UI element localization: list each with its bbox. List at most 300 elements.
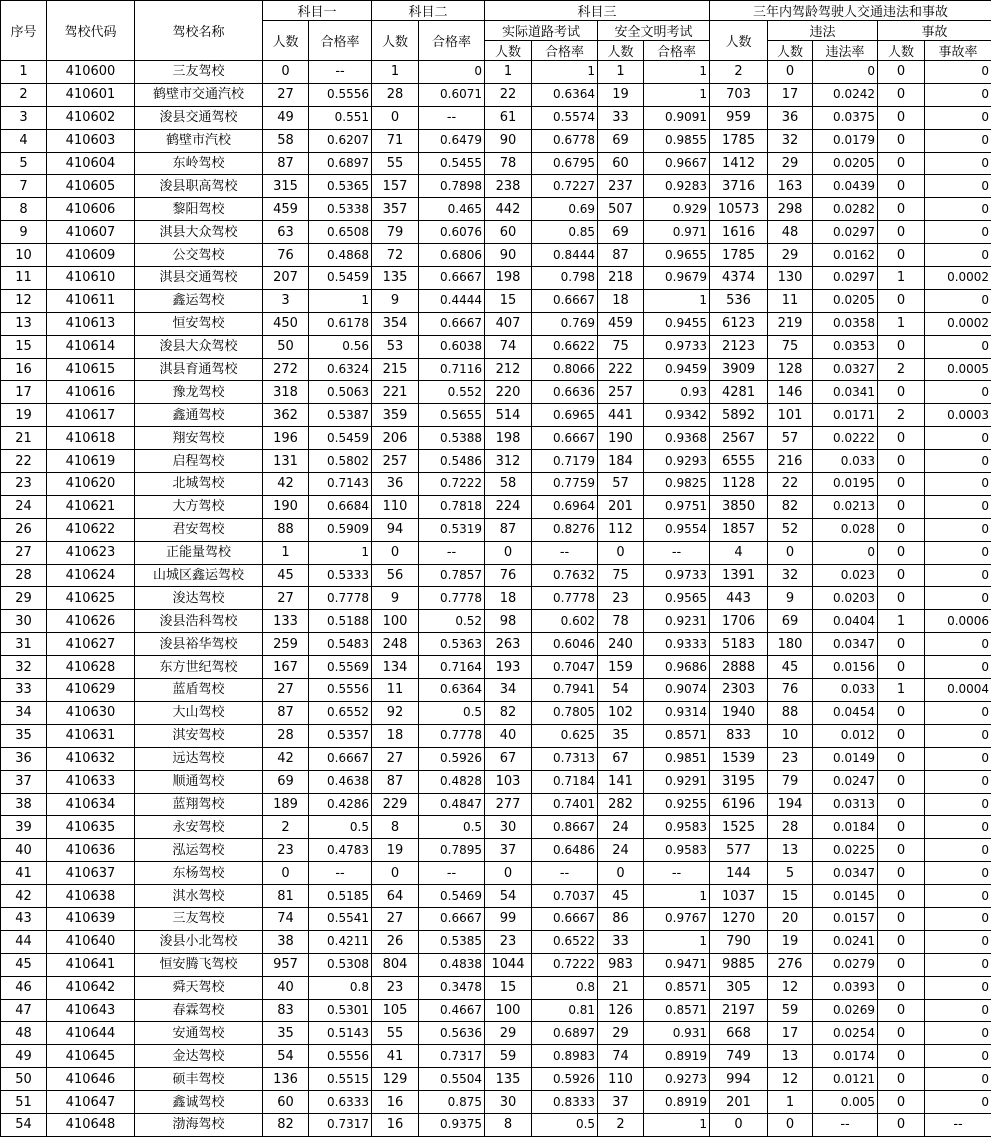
table-row [1, 518, 991, 541]
cell-s2-pass-rate: 0.7222 [419, 473, 485, 496]
cell-accident-rate: 0 [925, 450, 991, 473]
cell-name: 浚县浩科驾校 [135, 610, 263, 633]
cell-s1-pass-rate: -- [309, 61, 372, 84]
cell-code: 410609 [47, 244, 135, 267]
cell-seq: 15 [1, 335, 47, 358]
cell-name: 渤海驾校 [135, 1113, 263, 1136]
cell-accident-count: 0 [878, 999, 925, 1022]
cell-name: 春霖驾校 [135, 999, 263, 1022]
table-row [1, 816, 991, 839]
cell-seq: 49 [1, 1045, 47, 1068]
cell-road-pass-rate: 0.7227 [532, 175, 598, 198]
cell-violation-count: 22 [768, 473, 813, 496]
cell-seq: 10 [1, 244, 47, 267]
cell-accident-rate: 0 [925, 930, 991, 953]
cell-s1-pass-rate: 0.5569 [309, 656, 372, 679]
cell-violation-rate: 0.0353 [813, 335, 878, 358]
header-safety-test: 安全文明考试 [598, 21, 710, 41]
cell-code: 410634 [47, 793, 135, 816]
cell-name: 东岭驾校 [135, 152, 263, 175]
cell-driver-count: 703 [710, 83, 768, 106]
cell-seq: 27 [1, 541, 47, 564]
cell-driver-count: 577 [710, 839, 768, 862]
cell-accident-count: 0 [878, 83, 925, 106]
cell-code: 410610 [47, 267, 135, 290]
cell-s2-count: 55 [372, 1022, 419, 1045]
cell-accident-rate: 0 [925, 1022, 991, 1045]
cell-s2-pass-rate: 0.5 [419, 701, 485, 724]
cell-name: 公交驾校 [135, 244, 263, 267]
cell-violation-rate: 0.0145 [813, 885, 878, 908]
cell-code: 410618 [47, 427, 135, 450]
cell-s2-count: 134 [372, 656, 419, 679]
cell-road-count: 90 [485, 129, 532, 152]
cell-accident-rate: 0 [925, 564, 991, 587]
cell-s2-pass-rate: 0.7857 [419, 564, 485, 587]
cell-seq: 47 [1, 999, 47, 1022]
cell-seq: 11 [1, 267, 47, 290]
cell-safety-pass-rate: -- [644, 541, 710, 564]
cell-accident-count: 0 [878, 816, 925, 839]
cell-name: 金达驾校 [135, 1045, 263, 1068]
cell-s2-count: 354 [372, 312, 419, 335]
cell-accident-rate: 0 [925, 1091, 991, 1114]
cell-road-count: 34 [485, 679, 532, 702]
table-row [1, 999, 991, 1022]
cell-safety-count: 159 [598, 656, 644, 679]
cell-code: 410628 [47, 656, 135, 679]
cell-safety-pass-rate: 0.9273 [644, 1068, 710, 1091]
cell-name: 大山驾校 [135, 701, 263, 724]
cell-accident-rate: 0.0006 [925, 610, 991, 633]
cell-code: 410647 [47, 1091, 135, 1114]
cell-violation-rate: 0.0375 [813, 106, 878, 129]
cell-s1-pass-rate: -- [309, 862, 372, 885]
cell-accident-count: 0 [878, 656, 925, 679]
cell-violation-count: 17 [768, 1022, 813, 1045]
cell-s2-pass-rate: 0.7317 [419, 1045, 485, 1068]
cell-accident-count: 0 [878, 518, 925, 541]
cell-road-count: 312 [485, 450, 532, 473]
cell-s2-count: 23 [372, 976, 419, 999]
table-row [1, 312, 991, 335]
cell-s2-count: 94 [372, 518, 419, 541]
cell-violation-count: 59 [768, 999, 813, 1022]
cell-road-count: 30 [485, 816, 532, 839]
cell-code: 410644 [47, 1022, 135, 1045]
cell-s1-count: 2 [263, 816, 309, 839]
cell-road-pass-rate: 0.6965 [532, 404, 598, 427]
cell-s2-count: 9 [372, 587, 419, 610]
cell-road-count: 23 [485, 930, 532, 953]
cell-accident-count: 0 [878, 953, 925, 976]
cell-name: 北城驾校 [135, 473, 263, 496]
cell-seq: 17 [1, 381, 47, 404]
cell-violation-count: 146 [768, 381, 813, 404]
cell-road-count: 74 [485, 335, 532, 358]
cell-name: 正能量驾校 [135, 541, 263, 564]
table-row [1, 221, 991, 244]
cell-accident-rate: 0 [925, 198, 991, 221]
cell-accident-count: 0 [878, 198, 925, 221]
header-s2-pass-rate: 合格率 [419, 21, 485, 61]
cell-s1-count: 362 [263, 404, 309, 427]
cell-s1-count: 54 [263, 1045, 309, 1068]
cell-violation-rate: 0.0162 [813, 244, 878, 267]
cell-s1-count: 81 [263, 885, 309, 908]
cell-driver-count: 201 [710, 1091, 768, 1114]
cell-seq: 51 [1, 1091, 47, 1114]
cell-name: 鑫运驾校 [135, 289, 263, 312]
cell-road-count: 29 [485, 1022, 532, 1045]
cell-name: 淇县大众驾校 [135, 221, 263, 244]
cell-accident-rate: 0.0002 [925, 267, 991, 290]
table-row [1, 564, 991, 587]
cell-code: 410619 [47, 450, 135, 473]
cell-safety-pass-rate: 0.9667 [644, 152, 710, 175]
cell-accident-rate: 0 [925, 335, 991, 358]
cell-s1-pass-rate: 0.5188 [309, 610, 372, 633]
cell-s1-pass-rate: 0.7317 [309, 1113, 372, 1136]
header-road-pass-rate: 合格率 [532, 41, 598, 61]
table-header [1, 1, 991, 61]
cell-violation-rate: 0.0393 [813, 976, 878, 999]
table-row [1, 656, 991, 679]
cell-violation-rate: 0.0174 [813, 1045, 878, 1068]
cell-s1-count: 27 [263, 83, 309, 106]
cell-s1-pass-rate: 0.6667 [309, 747, 372, 770]
cell-name: 蓝翔驾校 [135, 793, 263, 816]
cell-safety-pass-rate: 0.9459 [644, 358, 710, 381]
cell-driver-count: 1857 [710, 518, 768, 541]
cell-accident-count: 0 [878, 427, 925, 450]
cell-violation-count: 75 [768, 335, 813, 358]
cell-s2-pass-rate: 0.6667 [419, 267, 485, 290]
cell-violation-count: 88 [768, 701, 813, 724]
cell-violation-rate: 0.0213 [813, 495, 878, 518]
table-row [1, 1091, 991, 1114]
cell-seq: 36 [1, 747, 47, 770]
cell-name: 舜天驾校 [135, 976, 263, 999]
table-row [1, 701, 991, 724]
cell-accident-rate: 0 [925, 999, 991, 1022]
cell-s2-count: 56 [372, 564, 419, 587]
cell-violation-rate: 0.0358 [813, 312, 878, 335]
cell-violation-count: 82 [768, 495, 813, 518]
cell-violation-count: 57 [768, 427, 813, 450]
cell-accident-count: 0 [878, 930, 925, 953]
cell-road-pass-rate: 0.5 [532, 1113, 598, 1136]
cell-seq: 50 [1, 1068, 47, 1091]
cell-accident-count: 0 [878, 541, 925, 564]
cell-accident-rate: 0 [925, 633, 991, 656]
cell-road-count: 514 [485, 404, 532, 427]
cell-road-pass-rate: 0.8444 [532, 244, 598, 267]
table-row [1, 129, 991, 152]
cell-s1-count: 318 [263, 381, 309, 404]
cell-accident-rate: 0 [925, 129, 991, 152]
header-code: 驾校代码 [47, 1, 135, 61]
cell-accident-rate: 0 [925, 289, 991, 312]
cell-s2-count: 9 [372, 289, 419, 312]
cell-seq: 2 [1, 83, 47, 106]
cell-safety-pass-rate: 1 [644, 83, 710, 106]
cell-safety-count: 141 [598, 770, 644, 793]
table-row [1, 770, 991, 793]
cell-driver-count: 1785 [710, 244, 768, 267]
cell-violation-rate: 0.0347 [813, 862, 878, 885]
cell-name: 三友驾校 [135, 907, 263, 930]
header-accident-count: 人数 [878, 41, 925, 61]
cell-safety-pass-rate: 0.931 [644, 1022, 710, 1045]
cell-code: 410639 [47, 907, 135, 930]
cell-safety-count: 23 [598, 587, 644, 610]
table-row [1, 610, 991, 633]
cell-safety-pass-rate: 0.9291 [644, 770, 710, 793]
cell-s2-pass-rate: 0 [419, 61, 485, 84]
cell-accident-count: 1 [878, 312, 925, 335]
cell-driver-count: 1940 [710, 701, 768, 724]
cell-accident-count: 0 [878, 770, 925, 793]
cell-violation-rate: 0.0269 [813, 999, 878, 1022]
cell-road-count: 40 [485, 724, 532, 747]
header-driver-count: 人数 [710, 21, 768, 61]
cell-seq: 43 [1, 907, 47, 930]
cell-safety-pass-rate: 0.8571 [644, 999, 710, 1022]
cell-s2-pass-rate: 0.9375 [419, 1113, 485, 1136]
cell-s1-pass-rate: 0.5143 [309, 1022, 372, 1045]
cell-accident-count: 0 [878, 175, 925, 198]
cell-s1-pass-rate: 0.4286 [309, 793, 372, 816]
header-safety-pass-rate: 合格率 [644, 41, 710, 61]
cell-name: 鑫诚驾校 [135, 1091, 263, 1114]
cell-accident-rate: 0 [925, 175, 991, 198]
cell-s1-count: 42 [263, 473, 309, 496]
cell-safety-count: 19 [598, 83, 644, 106]
cell-road-count: 277 [485, 793, 532, 816]
cell-driver-count: 959 [710, 106, 768, 129]
header-safety-count: 人数 [598, 41, 644, 61]
cell-code: 410642 [47, 976, 135, 999]
cell-name: 浚县职高驾校 [135, 175, 263, 198]
cell-s2-count: 27 [372, 747, 419, 770]
cell-safety-pass-rate: 0.9855 [644, 129, 710, 152]
header-violation: 违法 [768, 21, 878, 41]
cell-name: 蓝盾驾校 [135, 679, 263, 702]
cell-seq: 39 [1, 816, 47, 839]
cell-s1-count: 87 [263, 701, 309, 724]
cell-accident-count: 0 [878, 564, 925, 587]
cell-violation-rate: 0.0439 [813, 175, 878, 198]
cell-s2-pass-rate: -- [419, 862, 485, 885]
cell-s1-count: 133 [263, 610, 309, 633]
header-subject2: 科目二 [372, 1, 485, 21]
cell-driver-count: 1037 [710, 885, 768, 908]
cell-safety-pass-rate: 0.9767 [644, 907, 710, 930]
cell-s2-count: 19 [372, 839, 419, 862]
cell-s2-pass-rate: 0.52 [419, 610, 485, 633]
cell-accident-rate: 0.0002 [925, 312, 991, 335]
cell-s1-count: 167 [263, 656, 309, 679]
cell-road-pass-rate: 0.6522 [532, 930, 598, 953]
cell-s2-count: 206 [372, 427, 419, 450]
cell-name: 浚达驾校 [135, 587, 263, 610]
cell-safety-count: 184 [598, 450, 644, 473]
cell-safety-pass-rate: 0.9471 [644, 953, 710, 976]
cell-safety-pass-rate: 0.9333 [644, 633, 710, 656]
cell-safety-count: 33 [598, 930, 644, 953]
cell-road-count: 98 [485, 610, 532, 633]
cell-s1-pass-rate: 0.5556 [309, 83, 372, 106]
cell-accident-count: 0 [878, 221, 925, 244]
cell-driver-count: 994 [710, 1068, 768, 1091]
cell-safety-pass-rate: -- [644, 862, 710, 885]
cell-name: 硕丰驾校 [135, 1068, 263, 1091]
cell-code: 410632 [47, 747, 135, 770]
cell-accident-count: 1 [878, 679, 925, 702]
cell-road-pass-rate: 0.6636 [532, 381, 598, 404]
cell-driver-count: 833 [710, 724, 768, 747]
cell-seq: 26 [1, 518, 47, 541]
cell-s2-pass-rate: 0.6667 [419, 907, 485, 930]
cell-safety-pass-rate: 0.9231 [644, 610, 710, 633]
cell-road-count: 198 [485, 427, 532, 450]
cell-accident-count: 0 [878, 495, 925, 518]
cell-code: 410643 [47, 999, 135, 1022]
cell-s1-pass-rate: 0.6684 [309, 495, 372, 518]
cell-name: 恒安驾校 [135, 312, 263, 335]
cell-violation-rate: 0.0225 [813, 839, 878, 862]
cell-safety-count: 57 [598, 473, 644, 496]
cell-s2-count: 18 [372, 724, 419, 747]
cell-road-count: 224 [485, 495, 532, 518]
cell-safety-count: 459 [598, 312, 644, 335]
cell-accident-rate: 0 [925, 106, 991, 129]
cell-road-count: 135 [485, 1068, 532, 1091]
cell-s2-count: 92 [372, 701, 419, 724]
header-s1-pass-rate: 合格率 [309, 21, 372, 61]
cell-s2-count: 100 [372, 610, 419, 633]
cell-name: 山城区鑫运驾校 [135, 564, 263, 587]
cell-road-pass-rate: 0.7222 [532, 953, 598, 976]
cell-accident-rate: 0 [925, 724, 991, 747]
cell-safety-pass-rate: 0.8571 [644, 976, 710, 999]
cell-driver-count: 3909 [710, 358, 768, 381]
cell-road-pass-rate: 1 [532, 61, 598, 84]
cell-violation-count: 20 [768, 907, 813, 930]
cell-accident-count: 0 [878, 587, 925, 610]
cell-accident-rate: 0 [925, 907, 991, 930]
cell-accident-rate: 0 [925, 701, 991, 724]
cell-seq: 34 [1, 701, 47, 724]
cell-code: 410604 [47, 152, 135, 175]
cell-violation-rate: 0.023 [813, 564, 878, 587]
cell-violation-count: 29 [768, 244, 813, 267]
cell-accident-count: 0 [878, 244, 925, 267]
cell-code: 410645 [47, 1045, 135, 1068]
cell-driver-count: 4 [710, 541, 768, 564]
cell-s1-pass-rate: 0.6207 [309, 129, 372, 152]
cell-road-count: 78 [485, 152, 532, 175]
cell-s2-pass-rate: 0.5319 [419, 518, 485, 541]
cell-s1-pass-rate: 0.8 [309, 976, 372, 999]
cell-s1-pass-rate: 0.5357 [309, 724, 372, 747]
cell-accident-rate: 0 [925, 244, 991, 267]
cell-road-count: 87 [485, 518, 532, 541]
cell-seq: 13 [1, 312, 47, 335]
cell-violation-count: 0 [768, 541, 813, 564]
cell-road-pass-rate: 0.798 [532, 267, 598, 290]
cell-s2-count: 27 [372, 907, 419, 930]
cell-driver-count: 2303 [710, 679, 768, 702]
cell-s2-count: 87 [372, 770, 419, 793]
cell-violation-count: 36 [768, 106, 813, 129]
cell-driver-count: 2888 [710, 656, 768, 679]
cell-seq: 45 [1, 953, 47, 976]
cell-accident-count: 0 [878, 1091, 925, 1114]
cell-code: 410640 [47, 930, 135, 953]
table-row [1, 175, 991, 198]
cell-safety-count: 24 [598, 816, 644, 839]
cell-safety-count: 201 [598, 495, 644, 518]
cell-s2-pass-rate: 0.7818 [419, 495, 485, 518]
cell-road-pass-rate: 0.602 [532, 610, 598, 633]
cell-s1-count: 189 [263, 793, 309, 816]
cell-name: 浚县小北驾校 [135, 930, 263, 953]
cell-s1-pass-rate: 0.6508 [309, 221, 372, 244]
cell-road-pass-rate: 0.8066 [532, 358, 598, 381]
cell-safety-count: 0 [598, 862, 644, 885]
cell-accident-count: 0 [878, 1068, 925, 1091]
cell-s2-pass-rate: 0.5655 [419, 404, 485, 427]
cell-name: 大方驾校 [135, 495, 263, 518]
cell-seq: 7 [1, 175, 47, 198]
cell-violation-rate: 0.0205 [813, 152, 878, 175]
cell-road-count: 90 [485, 244, 532, 267]
cell-violation-count: 1 [768, 1091, 813, 1114]
cell-seq: 8 [1, 198, 47, 221]
cell-safety-pass-rate: 0.8919 [644, 1045, 710, 1068]
cell-violation-rate: 0.0279 [813, 953, 878, 976]
cell-violation-rate: 0.0179 [813, 129, 878, 152]
table-row [1, 976, 991, 999]
cell-code: 410607 [47, 221, 135, 244]
cell-violation-rate: 0.0241 [813, 930, 878, 953]
header-violation-rate: 违法率 [813, 41, 878, 61]
cell-safety-pass-rate: 0.9733 [644, 335, 710, 358]
cell-seq: 1 [1, 61, 47, 84]
cell-accident-count: 0 [878, 1045, 925, 1068]
cell-s2-pass-rate: 0.552 [419, 381, 485, 404]
cell-code: 410641 [47, 953, 135, 976]
cell-driver-count: 5183 [710, 633, 768, 656]
cell-road-count: 0 [485, 862, 532, 885]
cell-s1-pass-rate: 0.5909 [309, 518, 372, 541]
table-row [1, 358, 991, 381]
cell-driver-count: 1525 [710, 816, 768, 839]
cell-accident-rate: 0 [925, 793, 991, 816]
cell-road-pass-rate: 0.6364 [532, 83, 598, 106]
cell-accident-count: 2 [878, 358, 925, 381]
cell-name: 永安驾校 [135, 816, 263, 839]
cell-driver-count: 6555 [710, 450, 768, 473]
cell-name: 鑫通驾校 [135, 404, 263, 427]
cell-accident-count: 0 [878, 976, 925, 999]
cell-safety-count: 126 [598, 999, 644, 1022]
table-row [1, 244, 991, 267]
table-row [1, 267, 991, 290]
cell-name: 顺通驾校 [135, 770, 263, 793]
